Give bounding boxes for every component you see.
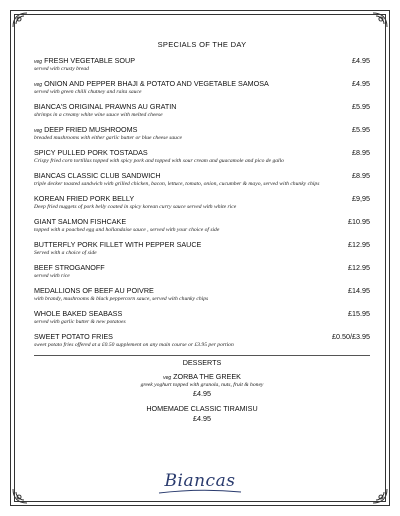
menu-item-name-text: BIANCA'S ORIGINAL PRAWNS AU GRATIN [34, 102, 177, 111]
menu-item-price: £5.95 [352, 125, 370, 134]
menu-item-name-text: SWEET POTATO FRIES [34, 332, 113, 341]
vegetarian-icon: veg [34, 59, 43, 65]
menu-item-price: £14.95 [348, 286, 370, 295]
dessert-price: £4.95 [193, 414, 211, 423]
specials-title: SPECIALS OF THE DAY [157, 40, 247, 49]
dessert-name-text: ZORBA THE GREEK [173, 372, 241, 381]
menu-item-header [34, 79, 370, 88]
menu-item-header [34, 194, 370, 203]
menu-item-price: £10.95 [348, 217, 370, 226]
menu-item [34, 309, 370, 326]
menu-item-description: triple decker toasted sandwich with grilled chicken, bacon, lettuce, tomato, onion, cucumber & mayo, served with chunky chips [34, 181, 320, 187]
menu-item-name [34, 263, 105, 272]
menu-item-name [34, 148, 148, 157]
menu-item-price: £4.95 [352, 56, 370, 65]
menu-item-name [34, 125, 137, 134]
menu-item-header [34, 240, 370, 249]
menu-item-description: served with garlic butter & new potatoes [34, 319, 126, 325]
menu-item-header [34, 286, 370, 295]
vegetarian-icon: veg [34, 82, 43, 88]
menu-item-header [34, 171, 370, 180]
menu-item-name-text: WHOLE BAKED SEABASS [34, 309, 123, 318]
menu-item-header [34, 309, 370, 318]
menu-item [34, 56, 370, 73]
menu-item-name-text: BUTTERFLY PORK FILLET WITH PEPPER SAUCE [34, 240, 202, 249]
menu-item-name [34, 309, 122, 318]
menu-item-price: £4.95 [352, 79, 370, 88]
dessert-item [34, 372, 370, 398]
desserts-list [34, 372, 370, 423]
dessert-name [34, 372, 370, 381]
dessert-description: greek yoghurt topped with granola, nuts, fruit & honey [140, 382, 264, 388]
menu-item-price: £8.95 [352, 171, 370, 180]
menu-item [34, 148, 370, 165]
menu-item [34, 125, 370, 142]
menu-item-name [34, 194, 134, 203]
menu-item-name-text: BEEF STROGANOFF [34, 263, 105, 272]
menu-item-name [34, 56, 135, 65]
menu-item-name-text: KOREAN FRIED PORK BELLY [34, 194, 135, 203]
menu-item-name-text: DEEP FRIED MUSHROOMS [44, 125, 138, 134]
menu-item [34, 102, 370, 119]
menu-item-description: with brandy, mushrooms & black peppercorn sauce, served with chunky chips [34, 296, 209, 302]
menu-item-description: served with green chilli chutney and raita sauce [34, 89, 142, 95]
menu-item-header [34, 332, 370, 341]
menu-item [34, 217, 370, 234]
menu-item-name-text: ONION AND PEPPER BHAJI & POTATO AND VEGETABLE SAMOSA [44, 79, 269, 88]
dessert-item [34, 404, 370, 423]
desserts-title: DESSERTS [182, 358, 222, 367]
menu-item [34, 286, 370, 303]
menu-item-price: £8.95 [352, 148, 370, 157]
menu-item-header [34, 56, 370, 65]
menu-item-description: shrimps in a creamy white wine sauce with melted cheese [34, 112, 163, 118]
menu-item-name [34, 286, 154, 295]
menu-item-name-text: FRESH VEGETABLE SOUP [44, 56, 135, 65]
menu-item-price: £0.50/£3.95 [332, 332, 370, 341]
menu-item-price: £12.95 [348, 263, 370, 272]
dessert-price: £4.95 [193, 389, 211, 398]
menu-item-header [34, 125, 370, 134]
logo-text: Biancas [164, 471, 236, 491]
menu-item-description: Deep fried nuggets of pork belly coated in spicy korean curry sauce served with white rice [34, 204, 237, 210]
vegetarian-icon: veg [163, 375, 172, 381]
menu-item-price: £15.95 [348, 309, 370, 318]
menu-item-name-text: BIANCAS CLASSIC CLUB SANDWICH [34, 171, 161, 180]
menu-item-name [34, 217, 126, 226]
menu-item [34, 332, 370, 349]
menu-item-name-text: MEDALLIONS OF BEEF AU POIVRE [34, 286, 154, 295]
menu-item-name [34, 102, 176, 111]
menu-content [34, 40, 370, 429]
menu-item [34, 240, 370, 257]
menu-item-description: topped with a poached egg and hollandaise sauce , served with your choice of side [34, 227, 220, 233]
menu-item [34, 194, 370, 211]
specials-list [34, 56, 370, 349]
dessert-name [34, 404, 370, 413]
menu-item-header [34, 148, 370, 157]
desserts-divider [34, 355, 370, 356]
menu-item-header [34, 102, 370, 111]
menu-item-name [34, 171, 161, 180]
menu-item-header [34, 263, 370, 272]
menu-item-name-text: GIANT SALMON FISHCAKE [34, 217, 127, 226]
menu-item [34, 79, 370, 96]
menu-item-price: £5.95 [352, 102, 370, 111]
menu-item-name [34, 332, 113, 341]
menu-item [34, 263, 370, 280]
menu-item [34, 171, 370, 188]
menu-item-price: £12.95 [348, 240, 370, 249]
menu-item-description: sweet potato fries offered at a £0.50 supplement on any main course or £3.95 per portion [34, 342, 234, 348]
vegetarian-icon: veg [34, 128, 43, 134]
menu-item-description: served with rice [34, 273, 70, 279]
menu-item-description: served with crusty bread [34, 66, 89, 72]
corner-ornament-icon [372, 12, 388, 28]
menu-item-name [34, 79, 269, 88]
biancas-logo [0, 471, 400, 495]
menu-item-description: Crispy fried corn tortillas topped with spicy pork and topped with sour cream and guacamole and pico de gallo [34, 158, 284, 164]
menu-item-header [34, 217, 370, 226]
menu-item-description: breaded mushrooms with either garlic butter or blue cheese sauce [34, 135, 182, 141]
menu-item-price: £9,95 [352, 194, 370, 203]
menu-item-name-text: SPICY PULLED PORK TOSTADAS [34, 148, 148, 157]
menu-item-description: Served with a choice of side [34, 250, 97, 256]
menu-item-name [34, 240, 201, 249]
dessert-name-text: HOMEMADE CLASSIC TIRAMISU [146, 404, 258, 413]
corner-ornament-icon [12, 12, 28, 28]
